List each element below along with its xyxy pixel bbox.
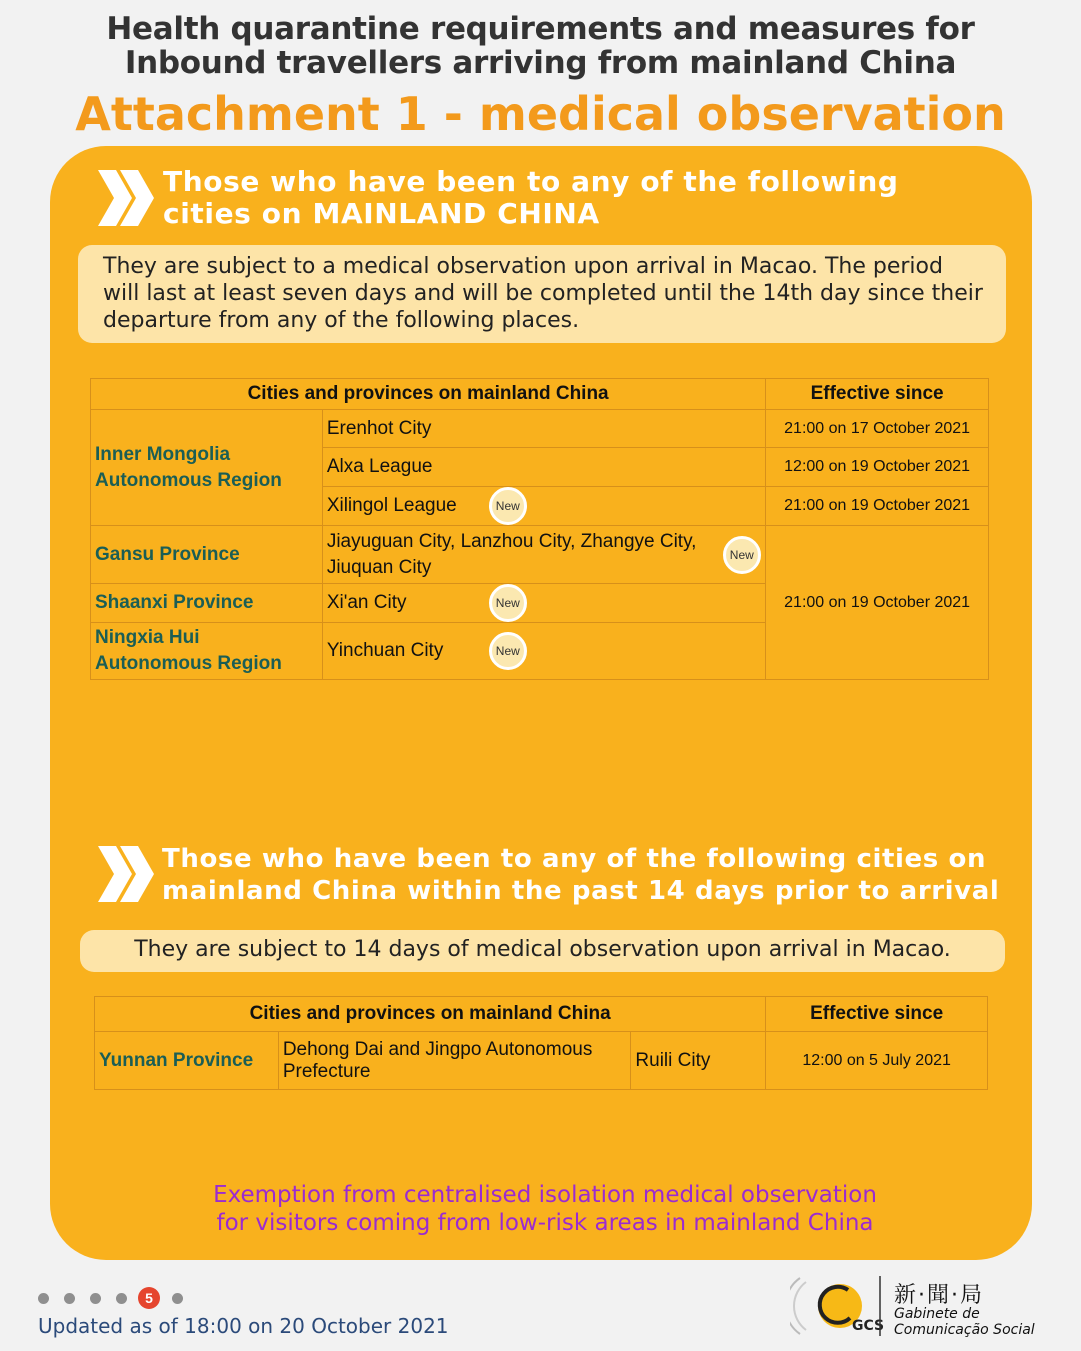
col-effective-header: Effective since — [766, 997, 988, 1032]
table-row — [95, 1032, 988, 1090]
prefecture-cell — [278, 1032, 631, 1090]
section2-heading — [162, 843, 999, 907]
new-badge: New — [723, 536, 761, 574]
exemption-line-2[interactable]: for visitors coming from low-risk areas in mainland China — [216, 1210, 874, 1236]
page-indicator — [38, 1287, 198, 1309]
double-chevron-icon — [96, 170, 156, 226]
city-cell — [322, 584, 765, 623]
city-cell — [322, 526, 765, 584]
attachment-title: Attachment 1 - medical observation — [75, 87, 1006, 141]
effective-cell: 12:00 on 19 October 2021 — [766, 448, 989, 487]
province-gansu: Gansu Province — [91, 526, 323, 584]
logo-pt-line-2: Comunicação Social — [894, 1322, 1035, 1338]
page-dot[interactable] — [90, 1293, 101, 1304]
city-cell: Ruili City — [631, 1032, 766, 1090]
province-inner-mongolia — [91, 410, 323, 526]
city-cell: Erenhot City — [322, 410, 765, 448]
city-line-1: Jiayuguan City, Lanzhou City, Zhangye City, — [326, 530, 697, 552]
page-dot-active[interactable]: 5 — [138, 1287, 160, 1309]
province-line-2: Autonomous Region — [95, 653, 282, 674]
exemption-link[interactable] — [0, 1181, 1081, 1237]
province-line-2: Autonomous Region — [95, 469, 282, 491]
logo-pt-line-1: Gabinete de — [894, 1306, 980, 1322]
table-header-row — [95, 997, 988, 1032]
section1-note-line-3: departure from any of the following places. — [103, 308, 580, 333]
city-cell: Alxa League — [322, 448, 765, 487]
section1-note-line-2: will last at least seven days and will be completed until the 14th day since their — [103, 281, 983, 306]
city-name: Xilingol League — [326, 495, 457, 516]
gcs-emblem-icon — [790, 1270, 890, 1342]
section1-heading — [163, 166, 899, 230]
city-name: Yinchuan City — [326, 640, 444, 661]
gcs-logo — [790, 1270, 1070, 1342]
province-ningxia — [91, 623, 323, 680]
section2-note: They are subject to 14 days of medical observation upon arrival in Macao. — [80, 930, 1005, 972]
new-badge: New — [489, 584, 527, 622]
title-line-2: Inbound travellers arriving from mainland China — [124, 45, 957, 81]
col-cities-header: Cities and provinces on mainland China — [91, 379, 766, 410]
exemption-line-1[interactable]: Exemption from centralised isolation medical observation — [213, 1182, 877, 1208]
effective-cell-group: 21:00 on 19 October 2021 — [766, 526, 989, 680]
page-title — [0, 12, 1081, 80]
col-cities-header: Cities and provinces on mainland China — [95, 997, 766, 1032]
title-line-1: Health quarantine requirements and measures for — [106, 11, 975, 47]
new-badge: New — [489, 632, 527, 670]
col-effective-header: Effective since — [766, 379, 989, 410]
effective-cell: 21:00 on 17 October 2021 — [766, 410, 989, 448]
section2-table — [94, 996, 988, 1090]
effective-cell: 12:00 on 5 July 2021 — [766, 1032, 988, 1090]
section1-heading-line-1: Those who have been to any of the following — [163, 165, 899, 198]
table-header-row — [91, 379, 989, 410]
section1-note-line-1: They are subject to a medical observation upon arrival in Macao. The period — [103, 254, 943, 279]
effective-cell: 21:00 on 19 October 2021 — [766, 487, 989, 526]
double-chevron-icon — [96, 846, 156, 902]
city-name: Xi'an City — [326, 592, 407, 613]
section1-heading-line-2: cities on MAINLAND CHINA — [163, 197, 600, 230]
page-dot[interactable] — [172, 1293, 183, 1304]
table-row — [91, 410, 989, 448]
gcs-mark-text: GCS — [852, 1318, 885, 1334]
prefecture-line-2: Prefecture — [282, 1060, 371, 1082]
province-shaanxi: Shaanxi Province — [91, 584, 323, 623]
city-line-2: Jiuquan City — [326, 556, 432, 578]
page-dot[interactable] — [64, 1293, 75, 1304]
table-row — [91, 526, 989, 584]
province-line-1: Inner Mongolia — [95, 443, 231, 465]
province-yunnan: Yunnan Province — [95, 1032, 279, 1090]
updated-timestamp: Updated as of 18:00 on 20 October 2021 — [38, 1314, 449, 1338]
new-badge: New — [489, 487, 527, 525]
page-dot[interactable] — [38, 1293, 49, 1304]
page-dot[interactable] — [116, 1293, 127, 1304]
logo-chinese: 新·聞·局 — [894, 1283, 984, 1308]
section1-note — [78, 245, 1006, 343]
section1-table — [90, 378, 989, 680]
section2-heading-line-2: mainland China within the past 14 days prior to arrival — [162, 876, 1000, 906]
section2-heading-line-1: Those who have been to any of the following cities on — [162, 844, 987, 874]
province-line-1: Ningxia Hui — [95, 627, 200, 648]
logo-portuguese — [894, 1306, 1035, 1338]
city-cell — [322, 487, 765, 526]
prefecture-line-1: Dehong Dai and Jingpo Autonomous — [282, 1038, 593, 1060]
city-cell — [322, 623, 765, 680]
